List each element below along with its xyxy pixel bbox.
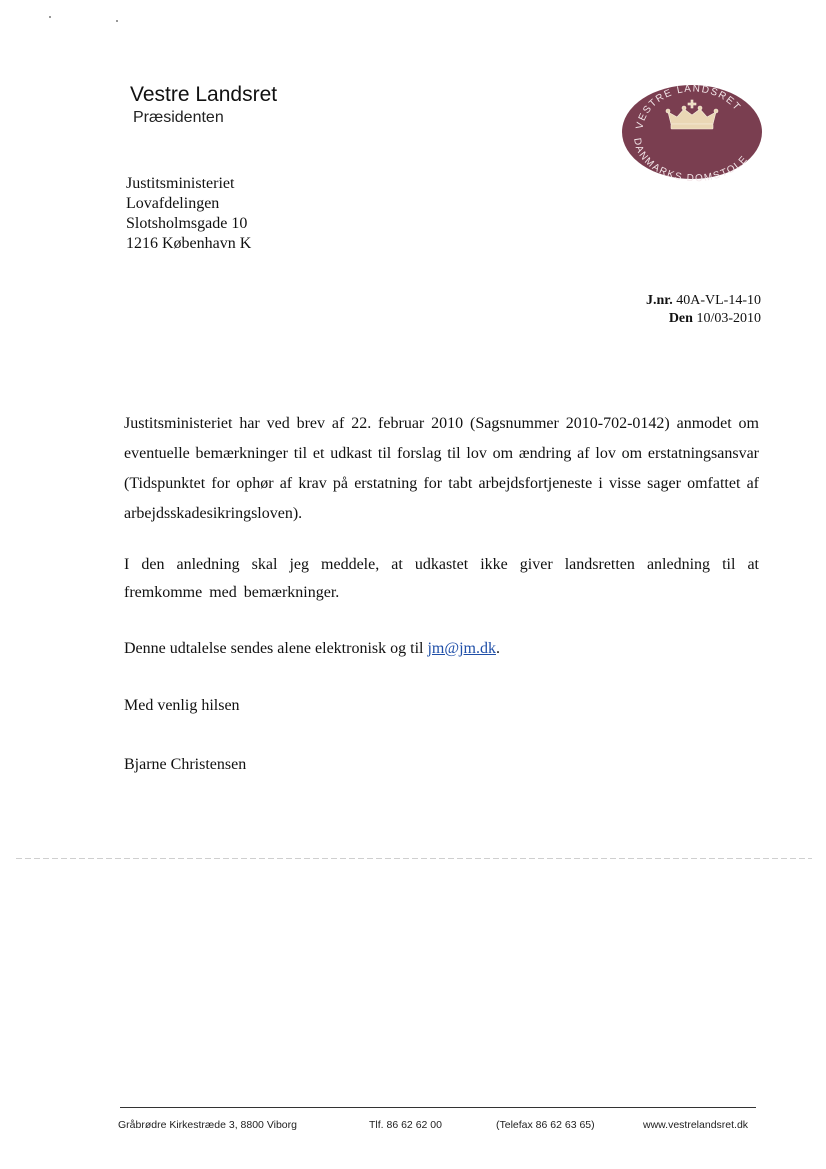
signer-name: Bjarne Christensen	[124, 756, 247, 773]
journal-number-label: J.nr.	[646, 293, 673, 308]
org-department: Præsidenten	[133, 109, 224, 126]
paragraph-3-text: Denne udtalelse sendes alene elektronisk og til	[124, 640, 428, 657]
footer-address: Gråbrødre Kirkestræde 3, 8800 Viborg	[118, 1119, 297, 1131]
seal-top-text: VESTRE LANDSRET	[634, 83, 743, 131]
footer-website[interactable]: www.vestrelandsret.dk	[643, 1119, 749, 1131]
letter-date	[646, 310, 761, 328]
footer-phone: Tlf. 86 62 62 00	[369, 1119, 442, 1131]
reference-block	[646, 292, 761, 328]
scan-speck	[116, 20, 118, 22]
letter-date-label: Den	[668, 311, 693, 326]
fold-line	[16, 858, 812, 859]
seal-bottom-text: DANMARKS DOMSTOLE	[631, 137, 751, 182]
closing-greeting: Med venlig hilsen	[124, 697, 240, 714]
body-paragraph-2: I den anledning skal jeg meddele, at udkastet ikke giver landsretten anledning til at fremkomme med bemærkninger.	[124, 556, 759, 601]
body-paragraph-3	[124, 638, 759, 660]
recipient-address	[126, 174, 251, 254]
footer-divider	[120, 1107, 756, 1108]
recipient-line: Slotsholmsgade 10	[126, 215, 248, 232]
court-seal	[621, 82, 763, 182]
scan-speck	[49, 16, 51, 18]
journal-number-value: 40A-VL-14-10	[676, 293, 761, 308]
letter-date-value: 10/03-2010	[696, 311, 761, 326]
org-name: Vestre Landsret	[130, 83, 278, 106]
journal-number	[646, 292, 761, 310]
recipient-line: 1216 København K	[126, 235, 252, 252]
paragraph-3-end: .	[495, 640, 500, 657]
footer-fax: (Telefax 86 62 63 65)	[496, 1119, 595, 1131]
body-paragraph-1: Justitsministeriet har ved brev af 22. februar 2010 (Sagsnummer 2010-702-0142) anmodet om eventuelle bemærkninger til et udkast til forslag til lov om ændring af lov om erstatningsansvar (Tidspunktet for ophør af krav på erstatning for tabt arbejdsfortjeneste i visse sager omfattet af arbejdsskadesikringsloven).	[124, 415, 759, 522]
email-link[interactable]: jm@jm.dk	[427, 640, 496, 657]
recipient-line: Justitsministeriet	[126, 175, 235, 192]
recipient-line: Lovafdelingen	[126, 195, 220, 212]
